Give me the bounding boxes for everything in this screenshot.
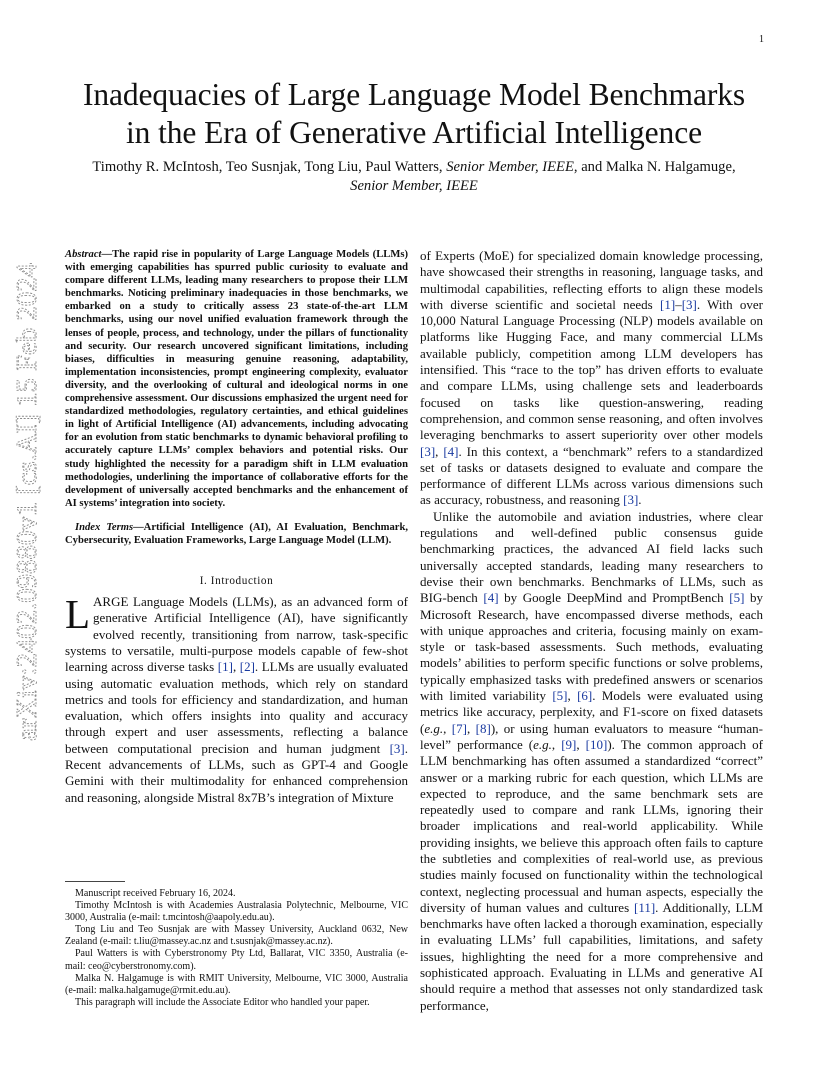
citation-link[interactable]: [1] xyxy=(217,659,233,675)
citation-link[interactable]: [4] xyxy=(483,590,499,606)
title-line-2: in the Era of Generative Artificial Intelligence xyxy=(126,115,702,150)
citation-link[interactable]: [1] xyxy=(660,296,676,312)
author-list xyxy=(40,158,788,196)
right-column xyxy=(420,248,763,1014)
arxiv-stamp xyxy=(4,262,50,742)
citation-link[interactable]: [3] xyxy=(420,443,436,459)
index-terms xyxy=(65,521,408,547)
drop-cap: L xyxy=(65,591,91,638)
abstract-label: Abstract xyxy=(65,249,102,260)
citation-link[interactable]: [8] xyxy=(475,720,491,736)
citation-link[interactable]: [7] xyxy=(451,720,467,736)
footnote: Malka N. Halgamuge is with RMIT University, Melbourne, VIC 3000, Australia (e-mail: malka.halgamuge@rmit.edu.au). xyxy=(65,972,408,996)
author-last: , and Malka N. Halgamuge, xyxy=(573,159,736,175)
section-heading: I. Introduction xyxy=(199,575,274,588)
citation-link[interactable]: [2] xyxy=(239,659,255,675)
footnote: Timothy McIntosh is with Academies Australasia Polytechnic, Melbourne, VIC 3000, Australia (e-mail: t.mcintosh@aapoly.edu.au). xyxy=(65,900,408,924)
footnote: Paul Watters is with Cyberstronomy Pty Ltd, Ballarat, VIC 3350, Australia (e-mail: ceo@cyberstronomy.com). xyxy=(65,948,408,972)
arxiv-stamp-svg xyxy=(4,262,50,742)
intro-paragraph-2: Unlike the automobile and aviation industries, where clear regulations and well-defined public consensus guide benchmarking practices, the advanced AI field lacks such universally accepted standards, leading many researchers to devise their own benchmarks. Benchmarks of LLMs, such as BIG-bench [4] by Google DeepMind and PromptBench [5] by Microsoft Research, have encompassed diverse methods, each with unique approaches and criteria, focusing mainly on exam-style or task-based assessments. Such methods, evaluating models’ abilities to perform specific functions or solve problems, typically emphasized tasks with predefined answers or scenarios with limited variability [5], [6]. Models were evaluated using metrics like accuracy, perplexity, and F1-score on fixed datasets (e.g., [7], [8]), or using human evaluators to measure “human-level” performance (e.g., [9], [10]). The common approach of LLM benchmarking has often assumed a standardized “correct” answer or a marking rubric for each question, which LLMs are expected to reproduce, and the same benchmark sets are repeatedly used to compare and rank LLMs, ignoring their broader implications and real-world applicability. While providing insights, we believe this approach often fails to capture the subtleties and complexities of real-world use, as previous studies mainly focused on functionality within the technological context, neglecting processual and human aspects, especially the diversity of human values and cultures [11]. Additionally, LLM benchmarks have often lacked a thorough examination, especially in evaluating LLMs’ full capabilities, limitations, and safety issues, highlighting the need for a more comprehensive and sophisticated approach. Evaluating in LLMs and generative AI should require a method that assesses not only standardized task performance, xyxy=(420,508,764,1013)
abstract-text: —The rapid rise in popularity of Large Language Models (LLMs) with emerging capabilities has spurred public curiosity to evaluate and compare different LLMs, leading many researchers to propose their LLM benchmarks. Noticing preliminary inadequacies in those benchmarks, we embarked on a study to critically assess 23 state-of-the-art LLM benchmarks, using our novel unified evaluation framework through the lenses of people, process, and technology, under the pillars of functionality and security. Our research uncovered significant limitations, including biases, difficulties in measuring genuine reasoning, adaptability, implementation inconsistencies, prompt engineering complexity, evaluator diversity, and the overlooking of cultural and ideological norms in one comprehensive assessment. Our discussions emphasized the urgent need for standardized methodologies, regulatory certainties, and ethical guidelines in light of Artificial Intelligence (AI) advancements, including advocating for an evolution from static benchmarks to dynamic behavioral profiling to accurately capture LLMs’ complex behaviors and potential risks. Our study highlighted the necessity for a paradigm shift in LLM evaluation methodologies, underlining the importance of collaborative efforts for the development of universally accepted benchmarks and the enhancement of AI systems’ integration into society. xyxy=(65,249,408,509)
author-membership-1: Senior Member, IEEE xyxy=(446,159,574,175)
footnote-rule xyxy=(65,881,125,882)
citation-link[interactable]: [10] xyxy=(585,736,608,752)
author-membership-2: Senior Member, IEEE xyxy=(350,178,478,194)
citation-link[interactable]: [6] xyxy=(577,688,593,704)
index-terms-label: Index Terms xyxy=(75,521,134,533)
citation-link[interactable]: [9] xyxy=(561,736,577,752)
arxiv-stamp-text: arXiv:2402.09880v1 [cs.AI] 15 Feb 2024 xyxy=(11,263,43,741)
paper-title xyxy=(40,76,788,152)
left-column xyxy=(65,248,408,806)
title-line-1: Inadequacies of Large Language Model Benchmarks xyxy=(82,77,746,112)
footnote: This paragraph will include the Associate Editor who handled your paper. xyxy=(75,996,370,1008)
abstract xyxy=(65,248,408,510)
page-number: 1 xyxy=(759,34,764,45)
citation-link[interactable]: [3] xyxy=(681,296,697,312)
footnote: Manuscript received February 16, 2024. xyxy=(75,888,236,899)
intro-paragraph-1: LARGE Language Models (LLMs), as an advanced form of generative Artificial Intelligence (AI), have significantly evolved recently, transitioning from narrow, task-specific systems to versatile, multi-purpose models capable of few-shot learning across diverse tasks [1], [2]. LLMs are usually evaluated using automatic evaluation methods, which rely on standard metrics and tools for efficiency and standardization, and human evaluation, which offers insights into quality and accuracy through expert and user assessments, reflecting a balance between computational precision and human judgment [3]. Recent advancements of LLMs, such as GPT-4 and Google Gemini with their multimodality for enhanced comprehension and reasoning, alongside Mistral 8x7B’s integration of Mixture xyxy=(65,591,409,805)
citation-link[interactable]: [3] xyxy=(623,492,639,508)
author-names: Timothy R. McIntosh, Teo Susnjak, Tong Liu, Paul Watters, xyxy=(92,159,447,175)
citation-link[interactable]: [3] xyxy=(389,740,405,756)
index-terms-text: —Artificial Intelligence (AI), AI Evaluation, Benchmark, Cybersecurity, Evaluation Frameworks, Large Language Model (LLM). xyxy=(65,521,408,546)
citation-link[interactable]: [5] xyxy=(729,590,745,606)
intro-paragraph-1-continued: of Experts (MoE) for specialized domain knowledge processing, have showcased their strengths in reasoning, language tasks, and multimodal capabilities, reflecting efforts to align these models with diverse scientific and societal needs [1]–[3]. With over 10,000 Natural Language Processing (NLP) models available on platforms like Hugging Face, and many commercial LLMs available publicly, competition among LLM developers has intensified. This “race to the top” has driven efforts to evaluate and compare LLMs, using challenge sets and leaderboards focused on tasks like question-answering, reading comprehension, and common sense reasoning, and often involves leveraging benchmarks to assert superiority over other models [3], [4]. In this context, a “benchmark” refers to a standardized set of tasks or datasets designed to evaluate and compare the performance of different LLMs across various dimensions such as accuracy, robustness, and reasoning [3]. xyxy=(420,248,763,508)
citation-link[interactable]: [11] xyxy=(633,899,656,915)
footnotes xyxy=(65,888,408,1009)
footnote: Tong Liu and Teo Susnjak are with Massey University, Auckland 0632, New Zealand (e-mail: t.liu@massey.ac.nz and t.susnjak@massey.ac.nz). xyxy=(65,924,408,948)
citation-link[interactable]: [4] xyxy=(443,443,459,459)
citation-link[interactable]: [5] xyxy=(552,688,568,704)
